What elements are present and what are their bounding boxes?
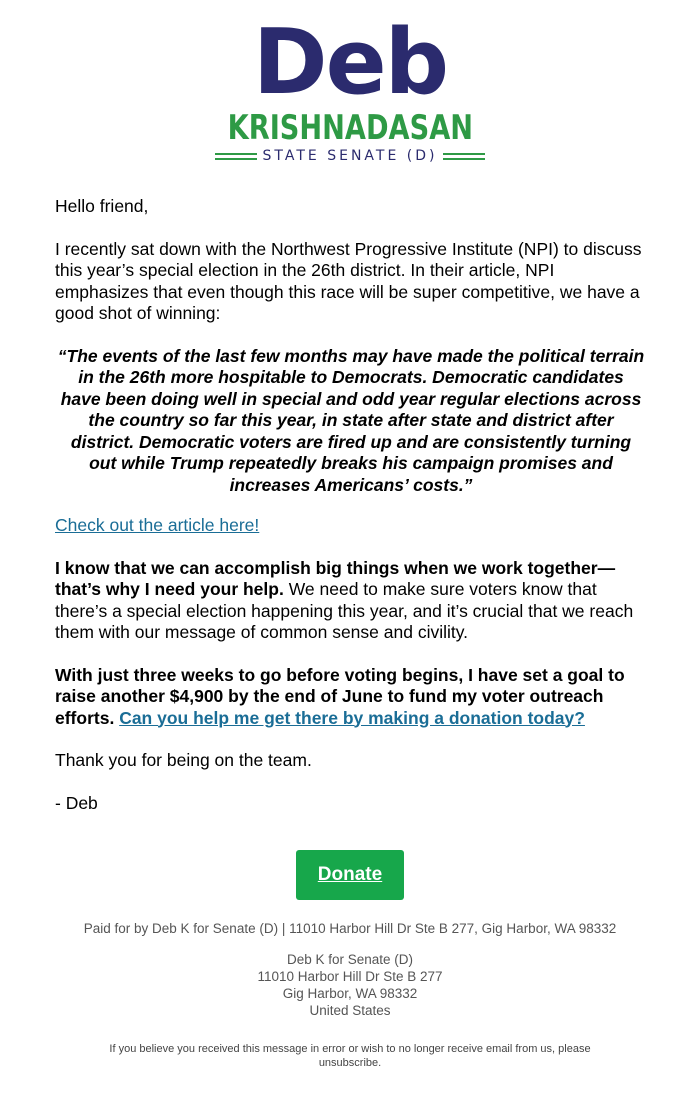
logo-office: STATE SENATE (D) (262, 148, 438, 164)
paid-for-disclaimer: Paid for by Deb K for Senate (D) | 11010 Harbor Hill Dr Ste B 277, Gig Harbor, WA 98332 (83, 921, 617, 936)
thanks-paragraph: Thank you for being on the team. (55, 750, 312, 770)
address-name: Deb K for Senate (D) (286, 952, 414, 967)
signature: - Deb (55, 792, 98, 813)
logo-right-lines-decoration (443, 153, 485, 160)
article-link[interactable]: Check out the article here! (55, 515, 260, 535)
help-paragraph-rest: We need to make sure voters know that there’s a special election happening this year, and it’s crucial that we reach them with our message of common sense and civility. (55, 579, 634, 642)
donate-button-wrapper (0, 850, 700, 900)
donate-button[interactable]: Donate (296, 850, 404, 900)
unsubscribe-notice[interactable]: If you believe you received this message in error or wish to no longer receive email from us, please unsubscribe. (109, 1043, 591, 1069)
email-footer (0, 920, 700, 1070)
address-line2: Gig Harbor, WA 98332 (282, 986, 418, 1001)
goal-paragraph (55, 665, 647, 730)
logo-last-name: KRISHNADASAN (227, 108, 473, 148)
donation-link[interactable]: Can you help me get there by making a donation today? (119, 707, 585, 728)
campaign-logo (0, 10, 700, 164)
npi-quote: “The events of the last few months may have made the political terrain in the 26th more hospitable to Democrats. Democratic candidates have been doing well in special and odd year regular elections across the country so far this year, in state after state and district after district. Democratic voters are fired up and are consistently turning out while Trump repeatedly breaks his campaign promises and increases Americans’ costs.” (57, 345, 645, 495)
logo-first-name: Deb (252, 10, 448, 115)
help-paragraph (55, 558, 647, 644)
goal-paragraph-bold: With just three weeks to go before voting begins, I have set a goal to raise another $4,900 by the end of June to fund my voter outreach efforts. (55, 664, 625, 728)
logo-left-lines-decoration (215, 153, 257, 160)
intro-paragraph: I recently sat down with the Northwest Progressive Institute (NPI) to discuss this year’s special election in the 26th district. In their article, NPI emphasizes that even though this race will be super competitive, we have a good shot of winning: (55, 238, 642, 323)
greeting: Hello friend, (55, 196, 149, 216)
email-body (55, 196, 647, 835)
address-line1: 11010 Harbor Hill Dr Ste B 277 (257, 969, 443, 984)
help-paragraph-bold: I know that we can accomplish big things when we work together—that’s why I need your help. (55, 557, 616, 599)
address-country: United States (309, 1003, 391, 1018)
mailing-address (0, 951, 700, 1019)
article-paragraph (55, 515, 647, 537)
logo-office-row (0, 148, 700, 164)
